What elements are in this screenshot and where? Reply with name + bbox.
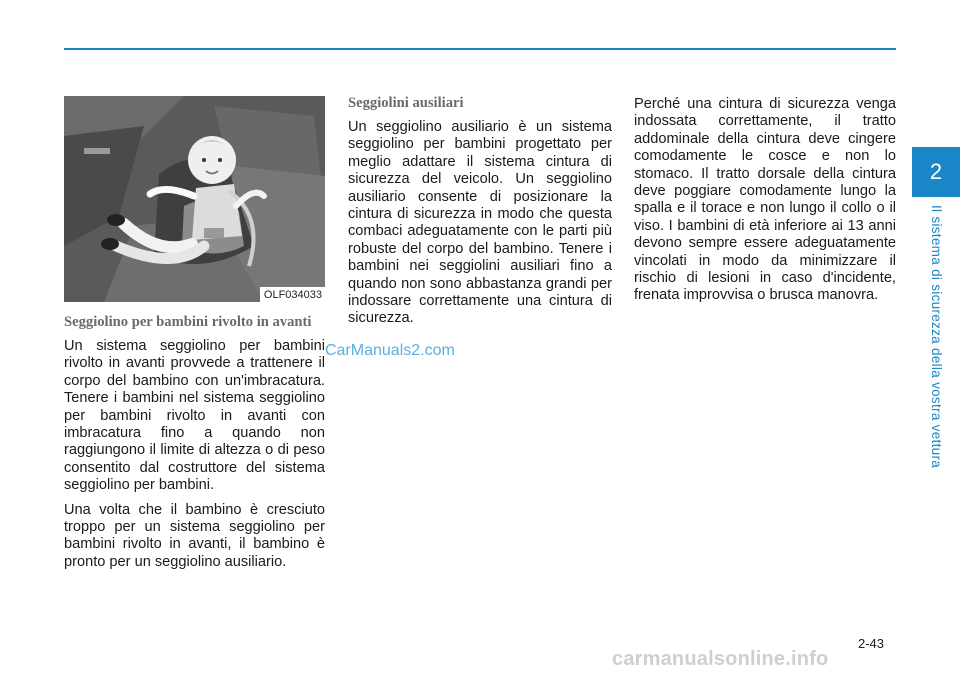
column-1	[64, 96, 325, 578]
paragraph: Una volta che il bambino è cresciuto troppo per un sistema seggiolino per bambini rivolto in avanti, il bambino è pronto per un seggiolino ausiliario.	[64, 501, 325, 570]
watermark-link[interactable]: CarManuals2.com	[325, 342, 455, 359]
child-seat-illustration	[64, 96, 325, 302]
paragraph: Un seggiolino ausiliario è un sistema seggiolino per bambini progettato per meglio adattare il sistema cintura di sicurezza del veicolo. Un seggiolino ausiliario consente di posizionare la cintura di sicurezza in modo che questa combaci adeguatamente con le parti più robuste del corpo del bambino. Tenere i bambini nei seggiolini ausiliari fino a quando non sono abbastanza grandi per indossare correttamente una cintura di sicurezza.	[348, 119, 612, 327]
chapter-title: Il sistema di sicurezza della vostra vettura	[929, 205, 944, 469]
paragraph: Perché una cintura di sicurezza venga indossata correttamente, il tratto addominale della cintura deve cingere comodamente le cosce e non lo stomaco. Il tratto dorsale della cintura deve poggiare comodamente lungo la spalla e il torace e non lungo il collo o il viso. I bambini di età inferiore ai 13 anni devono sempre essere adeguatamente vincolati in modo da minimizzare il rischio di lesioni in caso d'incidente, frenata improvvisa o brusca manovra.	[634, 96, 896, 304]
column-2	[348, 96, 612, 335]
section-heading-booster-seats: Seggiolini ausiliari	[348, 95, 464, 111]
section-heading-forward-seat: Seggiolino per bambini rivolto in avanti	[64, 314, 312, 330]
page-number: 2-43	[858, 636, 885, 651]
top-rule	[64, 48, 896, 50]
chapter-number: 2	[929, 159, 943, 184]
paragraph: Un sistema seggiolino per bambini rivolto in avanti provvede a trattenere il corpo del bambino con un'imbracatura. Tenere i bambini nel sistema seggiolino per bambini rivolto in avanti con imbracatura fino a quando non raggiungono il limite di altezza o di peso consentito dal costruttore del sistema seggiolino per bambini.	[64, 338, 325, 494]
chapter-tab[interactable]	[912, 147, 960, 197]
footer-watermark: carmanualsonline.info	[612, 648, 829, 670]
figure-code: OLF034033	[260, 287, 325, 302]
car-seat-image	[64, 96, 325, 302]
column-3	[634, 96, 896, 312]
